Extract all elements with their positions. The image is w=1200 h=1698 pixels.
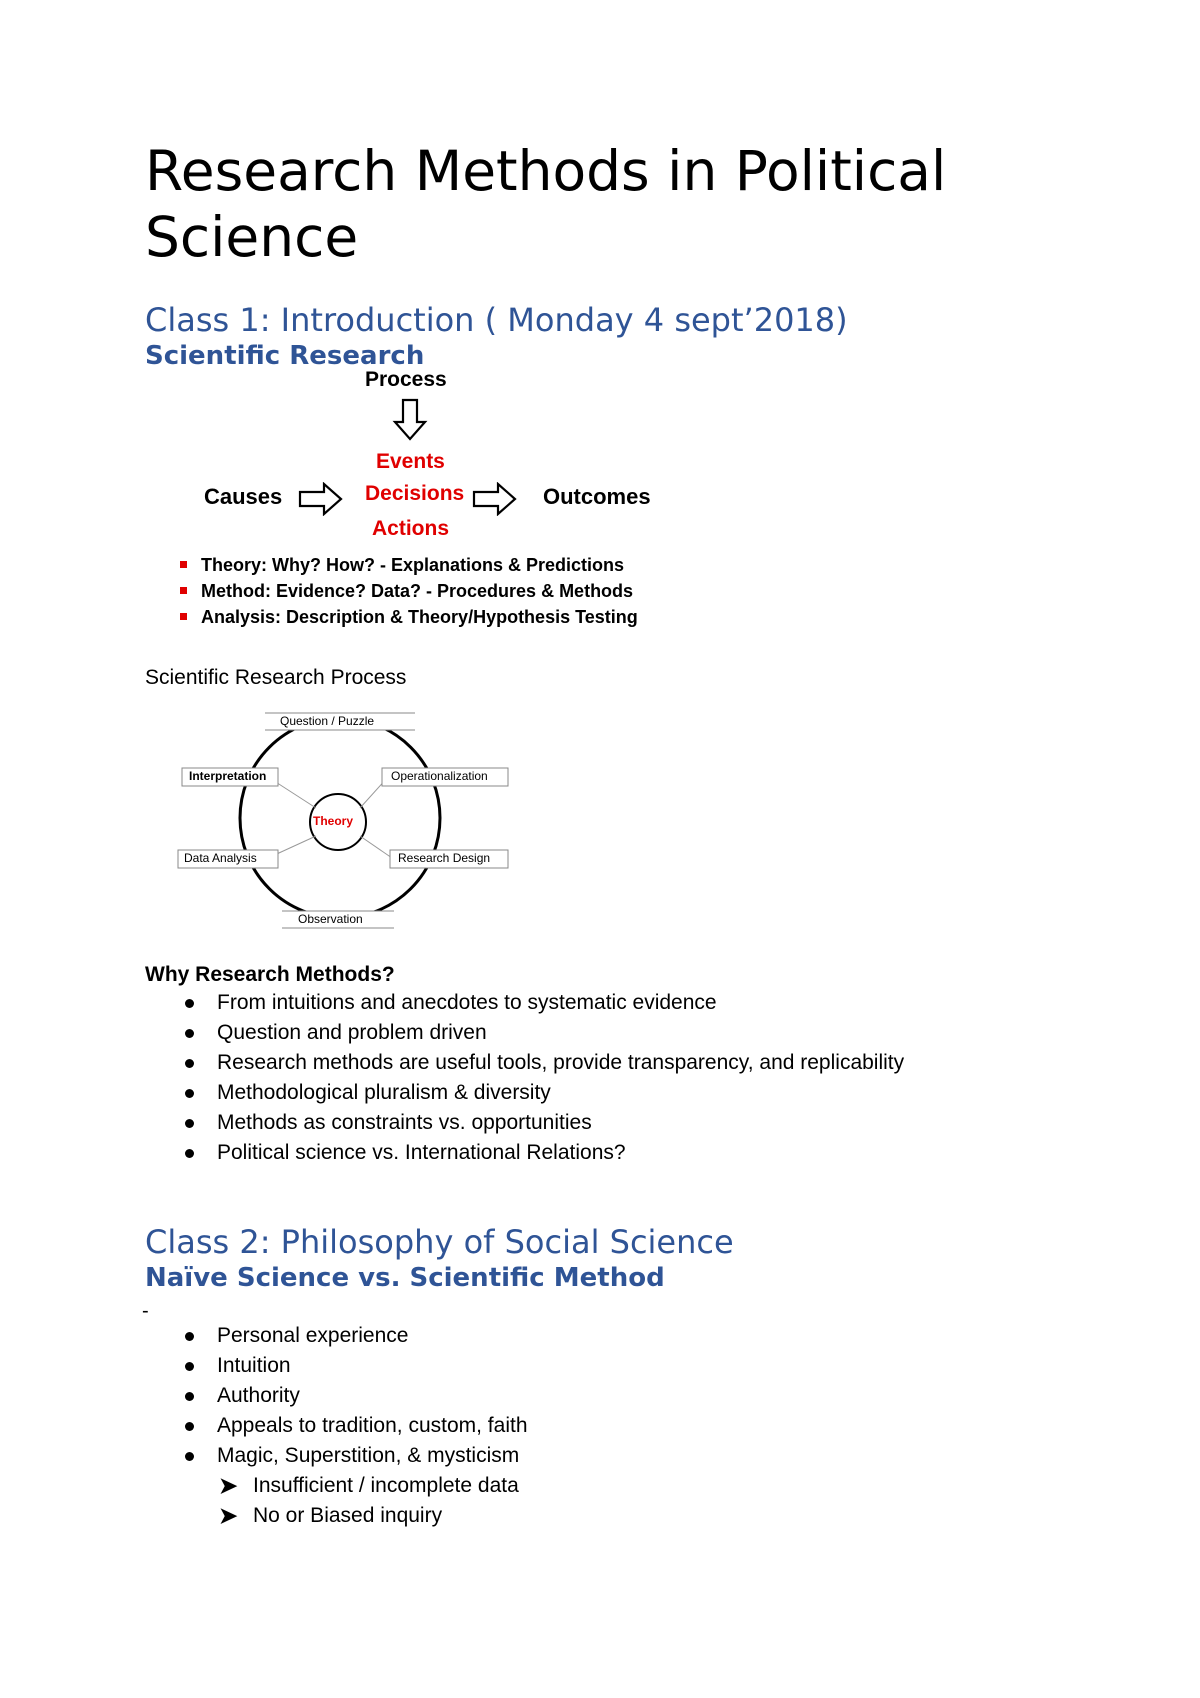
bullet-icon [185,1059,194,1068]
down-arrow-icon [392,398,428,442]
cycle-research-design-label: Research Design [398,851,491,865]
causes-label: Causes [204,484,283,509]
cycle-question-label: Question / Puzzle [280,714,375,728]
sub-list-item: ➤ Insufficient / incomplete data [145,1471,528,1501]
title-line-2: Science [145,205,359,269]
cycle-theory-label: Theory [313,814,354,828]
outcomes-label: Outcomes [543,484,651,509]
figure-bullet-item: Method: Evidence? Data? - Procedures & Methods [180,578,638,604]
right-arrow-icon [472,482,518,516]
class2-heading: Class 2: Philosophy of Social Science [145,1223,734,1261]
actions-label: Actions [372,517,450,540]
naive-science-list [145,1321,528,1531]
process-label: Process [365,368,447,391]
cycle-interpretation-label: Interpretation [189,769,267,783]
bullet-icon [185,999,194,1008]
list-item: Intuition [145,1351,528,1381]
bullet-icon [185,1422,194,1431]
bullet-icon [185,1029,194,1038]
bullet-icon [185,1119,194,1128]
cycle-data-analysis-label: Data Analysis [184,851,257,865]
list-item: From intuitions and anecdotes to systematic evidence [145,988,904,1018]
sub-list-item: ➤ No or Biased inquiry [145,1501,528,1531]
figure-bullet-item: Theory: Why? How? - Explanations & Predictions [180,552,638,578]
list-item: Methods as constraints vs. opportunities [145,1108,904,1138]
process-caption: Scientific Research Process [145,666,407,689]
arrowhead-bullet-icon: ➤ [219,1473,238,1498]
events-label: Events [376,450,445,473]
figure-bullet-item: Analysis: Description & Theory/Hypothesis Testing [180,604,638,630]
cycle-observation-label: Observation [298,912,363,926]
why-list [145,988,904,1168]
square-bullet-icon [180,613,187,620]
list-item: Personal experience [145,1321,528,1351]
why-heading: Why Research Methods? [145,963,395,986]
process-figure [180,368,700,638]
list-item: Authority [145,1381,528,1411]
class1-heading: Class 1: Introduction ( Monday 4 sept’2018) [145,301,848,339]
figure-bullet-list [180,552,638,630]
bullet-icon [185,1452,194,1461]
bullet-icon [185,1362,194,1371]
dash-marker: - [142,1300,149,1322]
bullet-icon [185,1392,194,1401]
square-bullet-icon [180,561,187,568]
bullet-icon [185,1149,194,1158]
list-item: Political science vs. International Relations? [145,1138,904,1168]
decisions-label: Decisions [365,482,465,505]
class2-subheading: Naïve Science vs. Scientific Method [145,1263,665,1293]
list-item: Research methods are useful tools, provide transparency, and replicability [145,1048,904,1078]
list-item: Appeals to tradition, custom, faith [145,1411,528,1441]
list-item: Methodological pluralism & diversity [145,1078,904,1108]
right-arrow-icon [298,482,344,516]
list-item: Magic, Superstition, & mysticism [145,1441,528,1471]
document-title [145,138,946,270]
arrowhead-bullet-icon: ➤ [219,1503,238,1528]
research-cycle-figure [170,708,520,938]
class1-subheading: Scientific Research [145,341,425,371]
list-item: Question and problem driven [145,1018,904,1048]
square-bullet-icon [180,587,187,594]
cycle-operationalization-label: Operationalization [391,769,488,783]
title-line-1: Research Methods in Political [145,139,947,203]
bullet-icon [185,1332,194,1341]
bullet-icon [185,1089,194,1098]
